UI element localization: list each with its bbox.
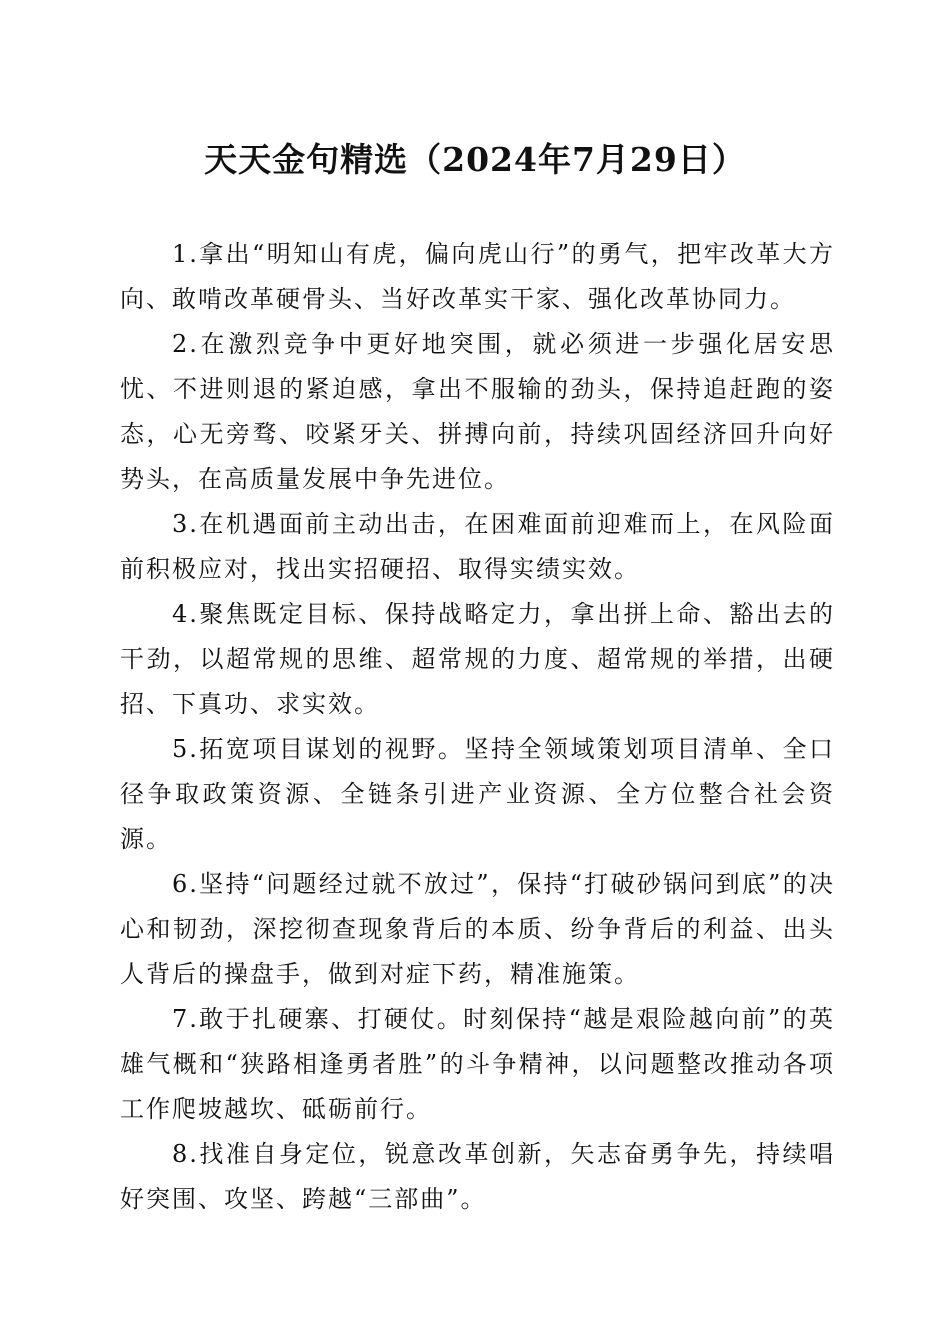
paragraph-3: 3.在机遇面前主动出击，在困难面前迎难而上，在风险面前积极应对，找出实招硬招、取得实绩实效。 <box>120 510 835 583</box>
paragraph-4: 4.聚焦既定目标、保持战略定力，拿出拼上命、豁出去的干劲，以超常规的思维、超常规的力度、超常规的举措，出硬招、下真功、求实效。 <box>120 600 835 718</box>
document-title: 天天金句精选（2024年7月29日） <box>204 140 746 179</box>
paragraph-2: 2.在激烈竞争中更好地突围，就必须进一步强化居安思忧、不进则退的紧迫感，拿出不服输的劲头，保持追赶跑的姿态，心无旁骛、咬紧牙关、拼搏向前，持续巩固经济回升向好势头，在高质量发展中争先进位。 <box>120 330 835 493</box>
paragraph-7: 7.敢于扎硬寨、打硬仗。时刻保持“越是艰险越向前”的英雄气概和“狭路相逢勇者胜”的斗争精神，以问题整改推动各项工作爬坡越坎、砥砺前行。 <box>120 1005 835 1123</box>
document-body <box>120 232 835 1222</box>
paragraph-5: 5.拓宽项目谋划的视野。坚持全领域策划项目清单、全口径争取政策资源、全链条引进产业资源、全方位整合社会资源。 <box>120 735 835 853</box>
paragraph-6: 6.坚持“问题经过就不放过”，保持“打破砂锅问到底”的决心和韧劲，深挖彻查现象背后的本质、纷争背后的利益、出头人背后的操盘手，做到对症下药，精准施策。 <box>120 870 835 988</box>
paragraph-8: 8.找准自身定位，锐意改革创新，矢志奋勇争先，持续唱好突围、攻坚、跨越“三部曲”。 <box>120 1140 835 1213</box>
paragraph-1: 1.拿出“明知山有虎，偏向虎山行”的勇气，把牢改革大方向、敢啃改革硬骨头、当好改革实干家、强化改革协同力。 <box>120 240 835 313</box>
